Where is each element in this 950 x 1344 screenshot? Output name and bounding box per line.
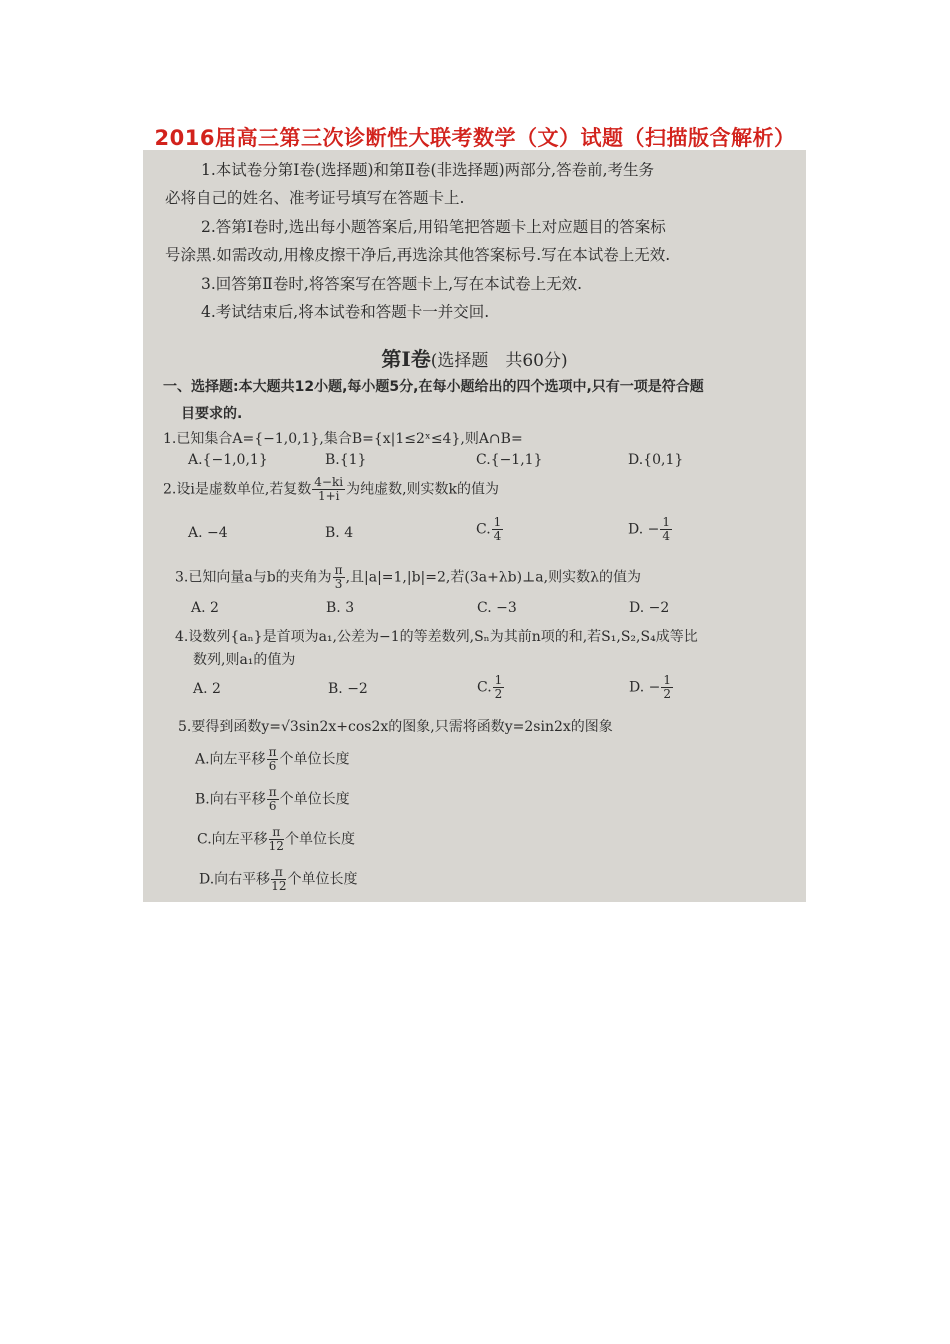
- q5-option-d-num: π: [271, 866, 286, 880]
- q2-option-c-den: 4: [493, 529, 502, 543]
- q2-option-c: [476, 516, 504, 543]
- q5-option-a-fraction: [267, 746, 279, 773]
- q4-option-d: [629, 674, 674, 701]
- q4-option-d-den: 2: [663, 687, 671, 701]
- q1-option-d: D.{0,1}: [628, 452, 684, 468]
- q2-option-d-num: 1: [662, 515, 670, 529]
- q3-fraction-num: π: [334, 563, 343, 577]
- q5-option-c-unit: 个单位长度: [284, 831, 355, 848]
- q1-option-a: A.{−1,0,1}: [188, 452, 268, 468]
- q5-option-d-den: 12: [271, 879, 287, 893]
- q3-stem-pre: 3.已知向量a与b的夹角为: [175, 569, 332, 586]
- q5-option-d-label: D.向右平移: [199, 871, 271, 888]
- q2-fraction: [312, 476, 345, 503]
- note-line-1: 1.本试卷分第Ⅰ卷(选择题)和第Ⅱ卷(非选择题)两部分,答卷前,考生务: [201, 161, 654, 179]
- q5-option-b-fraction: [267, 786, 279, 813]
- q4-stem-line-1: 4.设数列{aₙ}是首项为a₁,公差为−1的等差数列,Sₙ为其前n项的和,若S₁,S₂,S₄成等比: [175, 629, 698, 645]
- q5-option-b-den: 6: [268, 799, 277, 813]
- q4-option-c-label: C.: [477, 679, 492, 696]
- q3-fraction: [333, 564, 345, 591]
- q4-option-d-fraction: [661, 674, 673, 701]
- note-line-6: 4.考试结束后,将本试卷和答题卡一并交回.: [201, 303, 490, 321]
- q1-stem: 1.已知集合A={−1,0,1},集合B={x|1≤2ˣ≤4},则A∩B=: [163, 431, 523, 447]
- q3-option-b: B. 3: [326, 600, 355, 616]
- q1-option-b: B.{1}: [325, 452, 367, 468]
- q2-fraction-num: 4−ki: [314, 475, 344, 489]
- q5-option-a-unit: 个单位长度: [279, 751, 350, 768]
- q5-option-c-num: π: [269, 826, 284, 840]
- q2-stem: [163, 476, 499, 503]
- q4-option-b: B. −2: [328, 681, 368, 697]
- q3-option-c: C. −3: [477, 600, 517, 616]
- q4-option-c: [477, 674, 505, 701]
- q4-option-c-den: 2: [494, 687, 503, 701]
- note-line-4: 号涂黑.如需改动,用橡皮擦干净后,再选涂其他答案标号.写在本试卷上无效.: [165, 246, 671, 264]
- q4-option-a: A. 2: [193, 681, 221, 697]
- q4-option-d-num: 1: [663, 673, 671, 687]
- q5-stem: 5.要得到函数y=√3sin2x+cos2x的图象,只需将函数y=2sin2x的图象: [178, 719, 613, 735]
- q2-option-d-fraction: [660, 516, 672, 543]
- q5-option-a-label: A.向左平移: [195, 751, 266, 768]
- q4-option-c-fraction: [493, 674, 505, 701]
- q5-option-a-den: 6: [268, 759, 277, 773]
- instruction-line-1: 一、选择题:本大题共12小题,每小题5分,在每小题给出的四个选项中,只有一项是符合题: [163, 379, 704, 395]
- q5-option-a-num: π: [268, 745, 277, 759]
- q5-option-b-label: B.向右平移: [195, 791, 266, 808]
- q2-option-c-label: C.: [476, 521, 491, 538]
- document-title: 2016届高三第三次诊断性大联考数学（文）试题（扫描版含解析）: [154, 126, 796, 150]
- q5-option-d-fraction: [271, 866, 286, 893]
- q5-option-c-label: C.向左平移: [197, 831, 268, 848]
- q3-stem: [175, 564, 641, 591]
- q5-option-b: [195, 786, 350, 813]
- q2-option-d: [628, 516, 673, 543]
- q5-option-c-fraction: [269, 826, 284, 853]
- instruction-line-2: 目要求的.: [181, 406, 243, 422]
- section-title: 第Ⅰ卷: [381, 347, 431, 371]
- q5-option-d: [199, 866, 357, 893]
- note-line-5: 3.回答第Ⅱ卷时,将答案写在答题卡上,写在本试卷上无效.: [201, 275, 583, 293]
- q3-option-a: A. 2: [191, 600, 219, 616]
- q2-stem-post: 为纯虚数,则实数k的值为: [346, 481, 500, 498]
- q3-fraction-den: 3: [334, 577, 343, 591]
- q5-option-c-den: 12: [268, 839, 284, 853]
- section-subtitle: (选择题 共60分): [430, 351, 568, 371]
- q3-option-d: D. −2: [629, 600, 670, 616]
- q3-stem-post: ,且|a|=1,|b|=2,若(3a+λb)⊥a,则实数λ的值为: [345, 569, 641, 586]
- q2-fraction-den: 1+i: [317, 489, 340, 503]
- q4-stem-line-2: 数列,则a₁的值为: [193, 652, 296, 668]
- q2-option-d-label: D. −: [628, 521, 660, 538]
- q5-option-b-num: π: [268, 785, 277, 799]
- q2-option-a: A. −4: [188, 525, 228, 541]
- q2-stem-pre: 2.设i是虚数单位,若复数: [163, 481, 312, 498]
- q4-option-d-label: D. −: [629, 679, 661, 696]
- q5-option-d-unit: 个单位长度: [287, 871, 358, 888]
- q2-option-d-den: 4: [662, 529, 670, 543]
- q2-option-b: B. 4: [325, 525, 354, 541]
- q2-option-c-fraction: [492, 516, 504, 543]
- q4-option-c-num: 1: [494, 673, 503, 687]
- q5-option-c: [197, 826, 355, 853]
- q1-option-c: C.{−1,1}: [476, 452, 543, 468]
- section-heading: [143, 343, 806, 372]
- q5-option-a: [195, 746, 349, 773]
- q2-option-c-num: 1: [493, 515, 502, 529]
- q5-option-b-unit: 个单位长度: [279, 791, 350, 808]
- note-line-3: 2.答第Ⅰ卷时,选出每小题答案后,用铅笔把答题卡上对应题目的答案标: [201, 218, 666, 236]
- scanned-exam-page: [143, 150, 806, 902]
- note-line-2: 必将自己的姓名、准考证号填写在答题卡上.: [165, 189, 465, 207]
